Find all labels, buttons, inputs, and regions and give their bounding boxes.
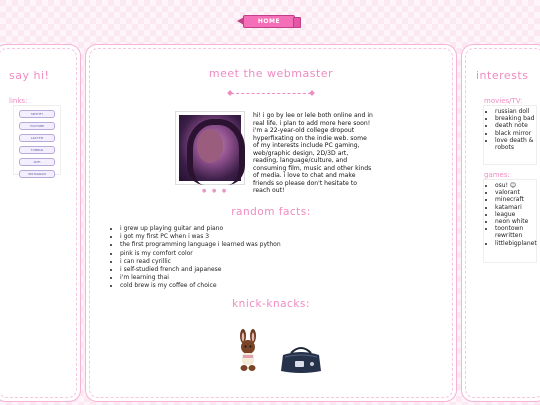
list-item: • osu! 😊 bbox=[495, 182, 536, 189]
list-item: • i self-studied french and japanese bbox=[120, 266, 281, 274]
list-item: • katamari bbox=[495, 204, 536, 211]
avatar-frame bbox=[175, 111, 245, 185]
movies-label: movies/TV: bbox=[484, 97, 523, 105]
list-item: • minecraft bbox=[495, 196, 536, 203]
list-item: • league bbox=[495, 211, 536, 218]
avatar-face bbox=[197, 129, 223, 163]
main-panel bbox=[85, 44, 457, 402]
games-label: games: bbox=[484, 171, 510, 179]
list-item: • the first programming language i learned was python bbox=[120, 241, 281, 249]
title-divider bbox=[231, 93, 311, 94]
facts-list bbox=[112, 225, 281, 291]
list-item: • russian doll bbox=[495, 108, 536, 115]
bio-text: hi! i go by lee or lele both online and in real life. i plan to add more here soon! i'm a 22-year-old college dropout hyperfixating on the indie web. some of my interests include PC gaming, web/graphic design, 2D/3D art, reading, language/culture, and consuming film, music and other kinds of media. i love to chat and make friends so please don't hesitate to reach out! bbox=[253, 112, 373, 194]
list-item: • i got my first PC when i was 3 bbox=[120, 233, 281, 241]
say-hi-title: say hi! bbox=[9, 69, 50, 82]
links-box bbox=[13, 105, 61, 175]
facts-title: random facts: bbox=[231, 206, 311, 218]
link-button-lastfm[interactable]: LAST.FM bbox=[19, 134, 55, 142]
home-button[interactable] bbox=[237, 15, 303, 28]
list-item: • littlebigplanet bbox=[495, 240, 536, 247]
list-item: • i'm learning thai bbox=[120, 274, 281, 282]
right-panel bbox=[461, 44, 540, 402]
list-item: • pink is my comfort color bbox=[120, 250, 281, 258]
left-panel bbox=[0, 44, 81, 402]
list-item: • death note bbox=[495, 122, 536, 129]
carousel-dots-icon[interactable]: ● ● ● bbox=[202, 188, 229, 194]
list-item: • love death & robots bbox=[495, 137, 536, 151]
avatar bbox=[179, 115, 241, 181]
list-item: • cold brew is my coffee of choice bbox=[120, 282, 281, 290]
list-item: • i can read cyrillic bbox=[120, 258, 281, 266]
page-title: meet the webmaster bbox=[208, 67, 334, 80]
list-item: • black mirror bbox=[495, 130, 536, 137]
games-box bbox=[483, 179, 537, 263]
list-item: • valorant bbox=[495, 189, 536, 196]
duffel-bag-icon bbox=[279, 345, 323, 375]
list-item: • i grew up playing guitar and piano bbox=[120, 225, 281, 233]
link-button-youtube[interactable]: YOUTUBE bbox=[19, 122, 55, 130]
link-button-spotify[interactable]: SPOTIFY bbox=[19, 110, 55, 118]
links-label: links: bbox=[9, 97, 28, 105]
list-item: • toontown rewritten bbox=[495, 225, 536, 239]
list-item: • breaking bad bbox=[495, 115, 536, 122]
interests-title: interests bbox=[476, 69, 529, 82]
link-button-instagram[interactable]: INSTAGRAM bbox=[19, 170, 55, 178]
home-label: HOME bbox=[257, 18, 281, 25]
link-button-kofi[interactable]: KOFI bbox=[19, 158, 55, 166]
movies-box bbox=[483, 105, 537, 165]
knick-knacks-title: knick-knacks: bbox=[232, 298, 310, 310]
list-item: • neon white bbox=[495, 218, 536, 225]
link-button-tumblr[interactable]: TUMBLR bbox=[19, 146, 55, 154]
bunny-plush-icon bbox=[236, 329, 260, 373]
